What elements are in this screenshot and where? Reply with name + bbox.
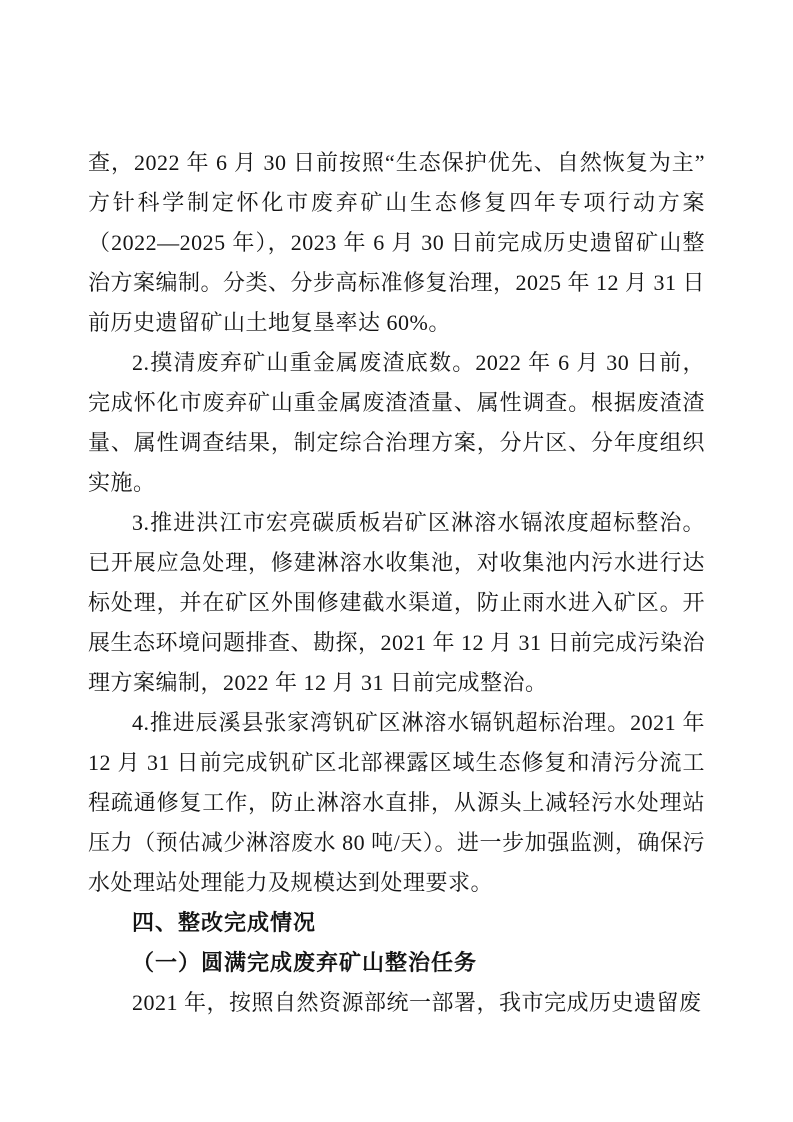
paragraph-mine-restoration-plan: 查，2022 年 6 月 30 日前按照“生态保护优先、自然恢复为主”方针科学制定怀化市废弃矿山生态修复四年专项行动方案（2022—2025 年），2023 年 6 月 30 日前完成历史遗留矿山整治方案编制。分类、分步高标准修复治理，2025 年 12 月 31 日前历史遗留矿山土地复垦率达 60%。 [88, 150, 706, 335]
document-content [88, 143, 705, 1023]
paragraph-item-2-waste-slag-survey: 2.摸清废弃矿山重金属废渣底数。2022 年 6 月 30 日前，完成怀化市废弃矿山重金属废渣渣量、属性调查。根据废渣渣量、属性调查结果，制定综合治理方案，分片区、分年度组织实施。 [88, 350, 705, 495]
paragraph-2021-progress: 2021 年，按照自然资源部统一部署，我市完成历史遗留废 [132, 990, 702, 1015]
paragraph-item-4-chenxi-vanadium-remediation: 4.推进辰溪县张家湾钒矿区淋溶水镉钒超标治理。2021 年 12 月 31 日前完成钒矿区北部裸露区域生态修复和清污分流工程疏通修复工作，防止淋溶水直排，从源头上减轻污水处理站压力（预估减少淋溶废水 80 吨/天）。进一步加强监测，确保污水处理站处理能力及规模达到处理要求。 [88, 710, 705, 895]
section-heading-rectification-completion: 四、整改完成情况 [132, 910, 317, 935]
subsection-heading-abandoned-mine-tasks: （一）圆满完成废弃矿山整治任务 [132, 950, 478, 975]
paragraph-item-3-hongjiang-cadmium-remediation: 3.推进洪江市宏亮碳质板岩矿区淋溶水镉浓度超标整治。已开展应急处理，修建淋溶水收集池，对收集池内污水进行达标处理，并在矿区外围修建截水渠道，防止雨水进入矿区。开展生态环境问题排查、勘探，2021 年 12 月 31 日前完成污染治理方案编制，2022 年 12 月 31 日前完成整治。 [88, 510, 706, 695]
